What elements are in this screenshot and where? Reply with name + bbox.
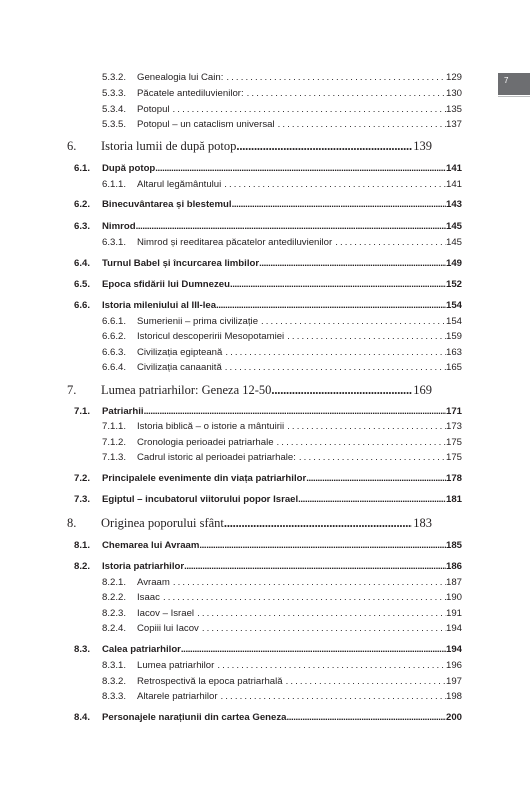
toc-entry-number: 6.2. [74, 199, 91, 210]
toc-entry-page: 198 [445, 691, 462, 702]
toc-entry-page: 171 [445, 406, 462, 417]
toc-entry-title: Originea poporului sfânt [101, 516, 224, 530]
toc-entry-page: 139 [413, 139, 432, 153]
toc-entry-page: 191 [445, 608, 462, 619]
dot-leader [277, 437, 446, 448]
toc-entry-title: Istoria lumii de după potop [101, 139, 237, 153]
toc-entry-title: Principalele evenimente din viața patriarhilor [102, 473, 307, 484]
toc-entry-number: 6.3.1. [102, 237, 127, 248]
toc-entry-number: 8.1. [74, 540, 91, 551]
toc-entry[interactable] [74, 540, 462, 551]
toc-entry-page: 154 [445, 316, 462, 327]
toc-entry-page: 165 [445, 362, 462, 373]
toc-entry-number: 6.6.4. [102, 362, 127, 373]
toc-entry[interactable] [74, 473, 462, 484]
toc-entry-title: Nimrod [102, 221, 136, 232]
toc-entry[interactable] [67, 383, 432, 398]
toc-entry-number: 7. [67, 383, 77, 397]
dot-leader [224, 179, 446, 190]
toc-entry-title: Copiii lui Iacov [137, 623, 199, 634]
dot-leader [163, 592, 446, 603]
toc-entry-page: 175 [445, 452, 462, 463]
toc-entry-number: 7.1.3. [102, 452, 127, 463]
toc-entry[interactable] [102, 437, 462, 448]
dot-leader [286, 676, 446, 687]
toc-entry-page: 175 [445, 437, 462, 448]
toc-entry-number: 8.2. [74, 561, 91, 572]
dot-leader [236, 139, 412, 154]
toc-entry-title: Sumerienii – prima civilizație [137, 316, 259, 327]
toc-entry-page: 200 [445, 712, 462, 723]
toc-entry-title: Cadrul istoric al perioadei patriarhale: [137, 452, 296, 463]
toc-entry-number: 5.3.3. [102, 88, 127, 99]
toc-entry-number: 6.1. [74, 163, 91, 174]
toc-entry-page: 145 [445, 237, 462, 248]
toc-entry[interactable] [102, 592, 462, 603]
toc-entry[interactable] [74, 221, 462, 232]
dot-leader [155, 163, 446, 174]
toc-entry-number: 8.2.2. [102, 592, 127, 603]
toc-entry-page: 143 [445, 199, 462, 210]
dot-leader [221, 691, 446, 702]
toc-entry-title: Chemarea lui Avraam [102, 540, 200, 551]
dot-leader [230, 279, 446, 290]
toc-entry-number: 5.3.5. [102, 119, 127, 130]
toc-entry[interactable] [74, 279, 462, 290]
toc-entry-title: Lumea patriarhilor [137, 660, 215, 671]
toc-entry-page: 190 [445, 592, 462, 603]
toc-entry-title: Epoca sfidării lui Dumnezeu [102, 279, 230, 290]
dot-leader [202, 623, 446, 634]
toc-entry-page: 197 [445, 676, 462, 687]
toc-entry-title: Istoricul descoperirii Mesopotamiei [137, 331, 285, 342]
dot-leader [199, 540, 446, 551]
toc-entry[interactable] [102, 691, 462, 702]
dot-leader [173, 577, 446, 588]
toc-entry-number: 8.3.1. [102, 660, 127, 671]
toc-entry-title: Patriarhii [102, 406, 144, 417]
toc-entry[interactable] [102, 331, 462, 342]
toc-entry-title: Isaac [137, 592, 160, 603]
dot-leader [298, 494, 446, 505]
toc-entry-title: După potop [102, 163, 156, 174]
dot-leader [286, 712, 446, 723]
toc-entry-title: Binecuvântarea și blestemul [102, 199, 232, 210]
toc-entry-number: 6.4. [74, 258, 91, 269]
toc-entry[interactable] [74, 163, 462, 174]
toc-entry[interactable] [102, 179, 462, 190]
toc-entry-page: 181 [445, 494, 462, 505]
toc-entry[interactable] [67, 139, 432, 154]
toc-entry-title: Altarele patriarhilor [137, 691, 218, 702]
toc-entry-number: 8.2.1. [102, 577, 127, 588]
toc-entry-title: Altarul legământului [137, 179, 222, 190]
toc-entry-page: 159 [445, 331, 462, 342]
toc-entry[interactable] [102, 623, 462, 634]
toc-entry-page: 154 [445, 300, 462, 311]
toc-entry[interactable] [74, 712, 462, 723]
toc-entry-title: Istoria patriarhilor [102, 561, 185, 572]
toc-entry[interactable] [102, 421, 462, 432]
toc-entry[interactable] [67, 516, 432, 531]
dot-leader [144, 406, 446, 417]
dot-leader [184, 561, 446, 572]
toc-entry[interactable] [102, 452, 462, 463]
dot-leader [224, 516, 412, 531]
toc-entry-title: Retrospectivă la epoca patriarhală [137, 676, 283, 687]
toc-entry-page: 129 [445, 72, 462, 83]
toc-entry-number: 6.3. [74, 221, 91, 232]
dot-leader [136, 221, 446, 232]
toc-entry[interactable] [102, 119, 462, 130]
toc-entry-number: 7.1.2. [102, 437, 127, 448]
dot-leader [232, 199, 446, 210]
toc-entry[interactable] [102, 88, 462, 99]
toc-entry-title: Genealogia lui Cain: [137, 72, 224, 83]
toc-entry-page: 149 [445, 258, 462, 269]
toc-entry-title: Istoria biblică – o istorie a mântuirii [137, 421, 285, 432]
toc-entry-title: Personajele narațiunii din cartea Geneza [102, 712, 287, 723]
toc-entry[interactable] [74, 258, 462, 269]
toc-entry-title: Turnul Babel și încurcarea limbilor [102, 258, 260, 269]
toc-entry[interactable] [102, 316, 462, 327]
toc-entry-page: 194 [445, 623, 462, 634]
toc-entry-title: Nimrod și reeditarea păcatelor antediluvienilor [137, 237, 333, 248]
side-divider [498, 96, 530, 97]
toc-entry-page: 173 [445, 421, 462, 432]
dot-leader [271, 383, 412, 398]
toc-entry[interactable] [102, 577, 462, 588]
toc-entry[interactable] [74, 494, 462, 505]
toc-entry-page: 185 [445, 540, 462, 551]
toc-entry-number: 8.2.3. [102, 608, 127, 619]
toc-entry-number: 8.3.3. [102, 691, 127, 702]
toc-entry-page: 183 [413, 516, 432, 530]
toc-entry-title: Cronologia perioadei patriarhale [137, 437, 274, 448]
toc-entry-title: Păcatele antediluvienilor: [137, 88, 244, 99]
toc-entry-title: Avraam [137, 577, 170, 588]
toc-entry-page: 137 [445, 119, 462, 130]
dot-leader [181, 644, 446, 655]
dot-leader [306, 473, 446, 484]
toc-entry-page: 141 [445, 179, 462, 190]
dot-leader [299, 452, 446, 463]
page-number-tab [498, 73, 530, 95]
toc-entry-title: Potopul – un cataclism universal [137, 119, 275, 130]
toc-entry-number: 5.3.2. [102, 72, 127, 83]
dot-leader [247, 88, 446, 99]
toc-entry-page: 163 [445, 347, 462, 358]
toc-entry[interactable] [74, 561, 462, 572]
toc-entry-number: 6.6.1. [102, 316, 127, 327]
toc-entry-page: 169 [413, 383, 432, 397]
toc-entry[interactable] [102, 104, 462, 115]
toc-entry-page: 152 [445, 279, 462, 290]
dot-leader [225, 362, 446, 373]
toc-entry[interactable] [74, 406, 462, 417]
toc-entry-title: Iacov – Israel [137, 608, 195, 619]
toc-entry-page: 194 [445, 644, 462, 655]
dot-leader [216, 300, 446, 311]
dot-leader [217, 660, 446, 671]
toc-entry-number: 8.2.4. [102, 623, 127, 634]
dot-leader [278, 119, 446, 130]
toc-entry-title: Potopul [137, 104, 170, 115]
dot-leader [287, 331, 446, 342]
toc-entry-number: 7.1. [74, 406, 91, 417]
toc-entry-number: 8.3. [74, 644, 91, 655]
toc-entry-number: 6.6.3. [102, 347, 127, 358]
dot-leader [225, 347, 446, 358]
toc-entry-number: 6.6.2. [102, 331, 127, 342]
toc-entry[interactable] [74, 199, 462, 210]
toc-entry[interactable] [74, 644, 462, 655]
toc-entry-title: Calea patriarhilor [102, 644, 181, 655]
toc-entry[interactable] [74, 300, 462, 311]
toc-entry[interactable] [102, 608, 462, 619]
toc-entry-title: Lumea patriarhilor: Geneza 12-50 [101, 383, 272, 397]
toc-entry-page: 130 [445, 88, 462, 99]
toc-entry[interactable] [102, 660, 462, 671]
page-number: 7 [504, 76, 509, 85]
dot-leader [259, 258, 446, 269]
dot-leader [173, 104, 446, 115]
toc-entry-number: 6.5. [74, 279, 91, 290]
toc-entry-page: 196 [445, 660, 462, 671]
toc-entry-number: 7.1.1. [102, 421, 127, 432]
toc-entry-title: Istoria mileniului al III-lea [102, 300, 217, 311]
toc-entry-page: 187 [445, 577, 462, 588]
dot-leader [197, 608, 446, 619]
toc-entry-page: 141 [445, 163, 462, 174]
toc-entry-title: Civilizația egipteană [137, 347, 223, 358]
dot-leader [226, 72, 446, 83]
toc-entry-number: 8.3.2. [102, 676, 127, 687]
toc-entry[interactable] [102, 237, 462, 248]
toc-entry-page: 186 [445, 561, 462, 572]
toc-entry[interactable] [102, 676, 462, 687]
toc-entry-number: 6.1.1. [102, 179, 127, 190]
toc-entry-page: 145 [445, 221, 462, 232]
toc-entry-number: 6. [67, 139, 77, 153]
toc-entry[interactable] [102, 362, 462, 373]
toc-entry-page: 178 [445, 473, 462, 484]
toc-entry-number: 7.2. [74, 473, 91, 484]
toc-entry-number: 6.6. [74, 300, 91, 311]
dot-leader [261, 316, 446, 327]
dot-leader [287, 421, 446, 432]
toc-entry[interactable] [102, 347, 462, 358]
toc-entry-number: 8.4. [74, 712, 91, 723]
dot-leader [335, 237, 446, 248]
toc-entry-title: Egiptul – incubatorul viitorului popor Israel [102, 494, 299, 505]
toc-entry-number: 5.3.4. [102, 104, 127, 115]
toc-entry-page: 135 [445, 104, 462, 115]
toc-entry[interactable] [102, 72, 462, 83]
toc-entry-title: Civilizația canaanită [137, 362, 222, 373]
toc-entry-number: 7.3. [74, 494, 91, 505]
toc-entry-number: 8. [67, 516, 77, 530]
